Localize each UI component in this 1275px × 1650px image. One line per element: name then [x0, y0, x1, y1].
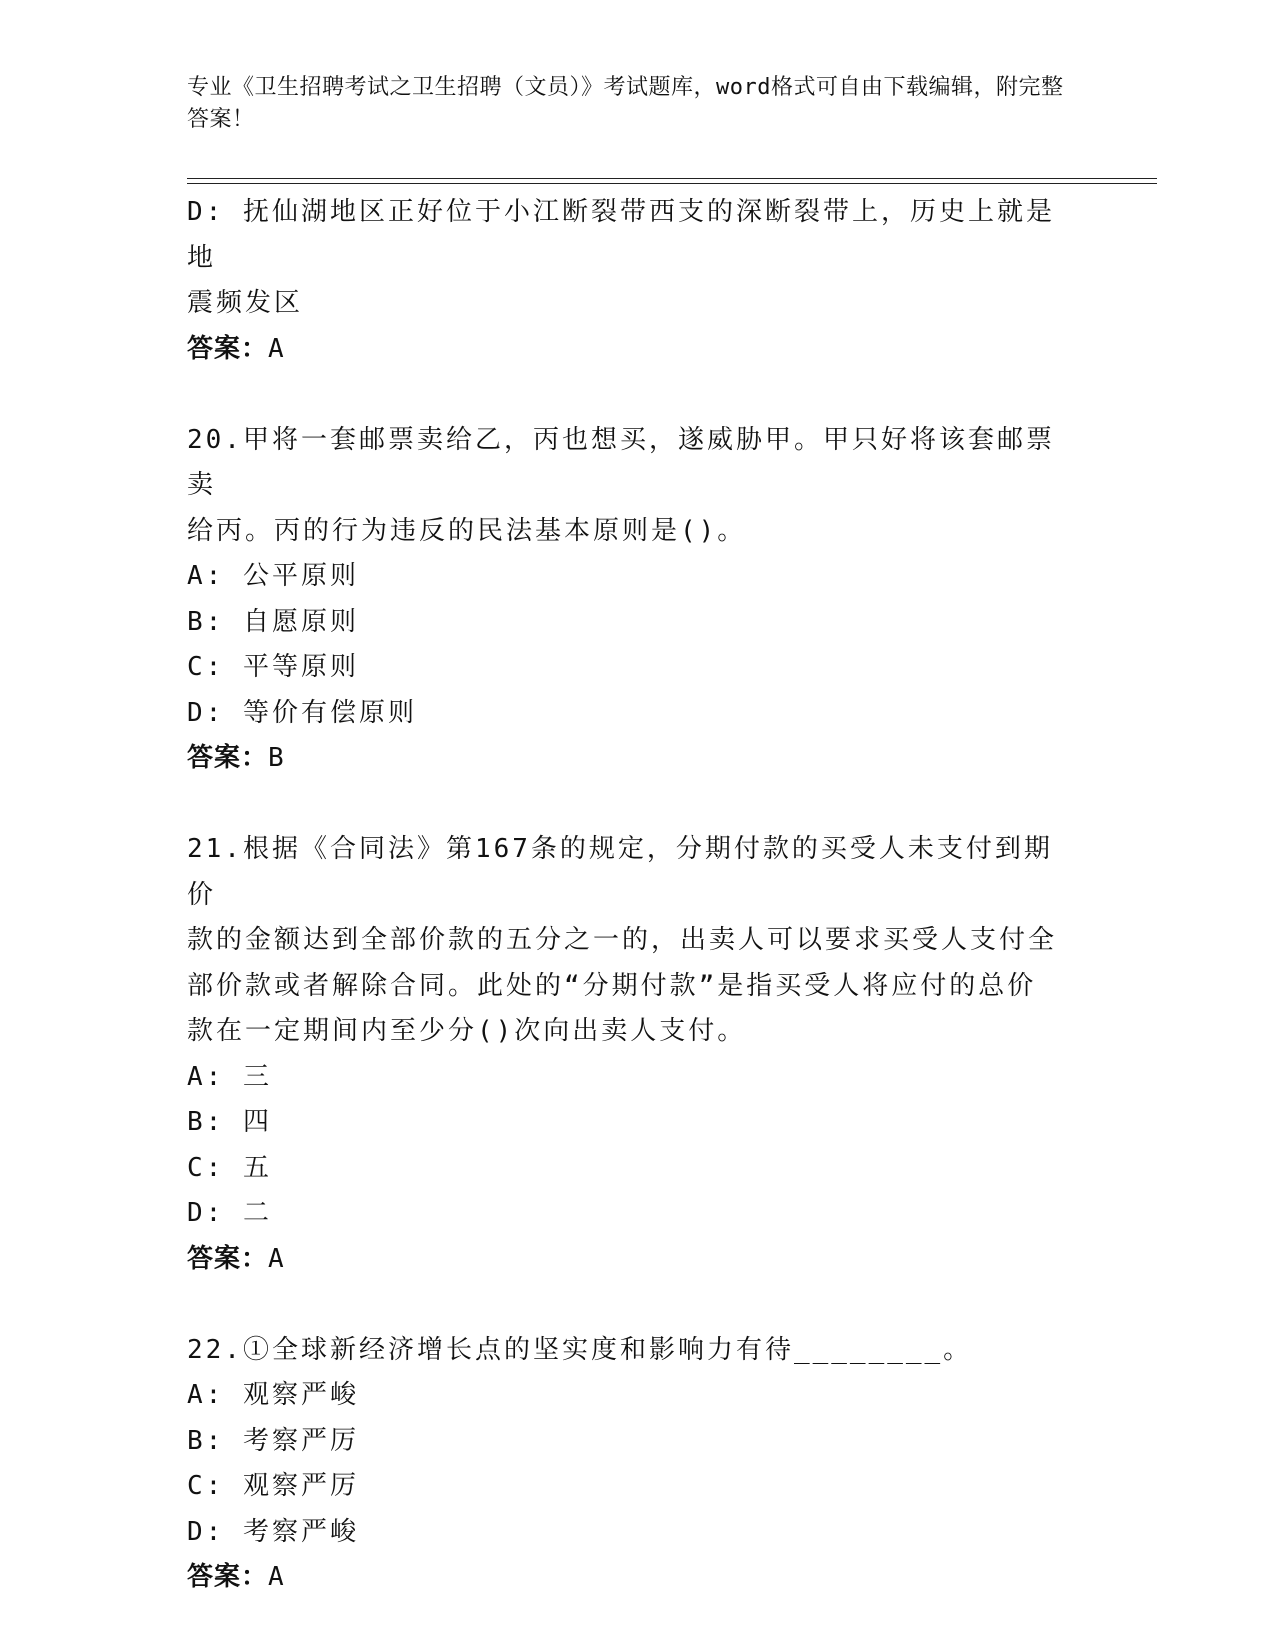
option-d-line-1: D: 抚仙湖地区正好位于小江断裂带西支的深断裂带上，历史上就是地 — [187, 197, 1055, 273]
question-stem-line: 部价款或者解除合同。此处的“分期付款”是指买受人将应付的总价 — [187, 970, 1037, 1001]
option-c: C: 平等原则 — [187, 652, 359, 682]
question-21 — [187, 827, 1067, 1282]
previous-question-fragment — [187, 190, 1067, 372]
answer-value: A — [268, 333, 285, 364]
question-stem-line: 给丙。丙的行为违反的民法基本原则是()。 — [187, 515, 747, 546]
option-c: C: 五 — [187, 1152, 272, 1183]
option-d: D: 考察严峻 — [187, 1516, 359, 1547]
question-stem-line: 20.甲将一套邮票卖给乙，丙也想买，遂威胁甲。甲只好将该套邮票卖 — [187, 424, 1055, 500]
answer-label: 答案： — [187, 1562, 269, 1592]
answer-line — [187, 736, 1067, 782]
spacer — [187, 372, 1067, 418]
header-rule-bottom — [187, 183, 1157, 184]
answer-value: B — [268, 743, 285, 773]
option-b: B: 自愿原则 — [187, 606, 359, 637]
answer-line — [187, 327, 1067, 373]
option-b: B: 四 — [187, 1107, 272, 1137]
option-b: B: 考察严厉 — [187, 1425, 359, 1456]
option-a: A: 观察严峻 — [187, 1380, 359, 1410]
question-22 — [187, 1328, 1067, 1601]
answer-label: 答案： — [187, 743, 269, 773]
question-20 — [187, 418, 1067, 782]
page-header: 专业《卫生招聘考试之卫生招聘（文员）》考试题库，word格式可自由下载编辑，附完整答案！ — [187, 75, 1064, 132]
option-a: A: 公平原则 — [187, 561, 359, 591]
answer-value: A — [268, 1562, 285, 1592]
spacer — [187, 782, 1067, 828]
option-d: D: 等价有偿原则 — [187, 697, 417, 728]
option-a: A: 三 — [187, 1061, 272, 1092]
option-d-line-2: 震频发区 — [187, 288, 304, 318]
question-list — [187, 190, 1067, 1601]
spacer — [187, 1282, 1067, 1328]
question-stem-line: 21.根据《合同法》第167条的规定，分期付款的买受人未支付到期价 — [187, 834, 1053, 910]
question-stem-line: 22.①全球新经济增长点的坚实度和影响力有待________。 — [187, 1334, 973, 1365]
option-d: D: 二 — [187, 1198, 272, 1228]
option-c: C: 观察严厉 — [187, 1471, 359, 1501]
answer-label: 答案： — [187, 333, 269, 364]
question-stem-line: 款的金额达到全部价款的五分之一的，出卖人可以要求买受人支付全 — [187, 925, 1058, 955]
answer-value: A — [268, 1243, 285, 1274]
answer-label: 答案： — [187, 1243, 269, 1274]
question-stem-line: 款在一定期间内至少分()次向出卖人支付。 — [187, 1016, 747, 1046]
answer-line — [187, 1555, 1067, 1601]
answer-line — [187, 1237, 1067, 1283]
header-rule-top — [187, 178, 1157, 179]
